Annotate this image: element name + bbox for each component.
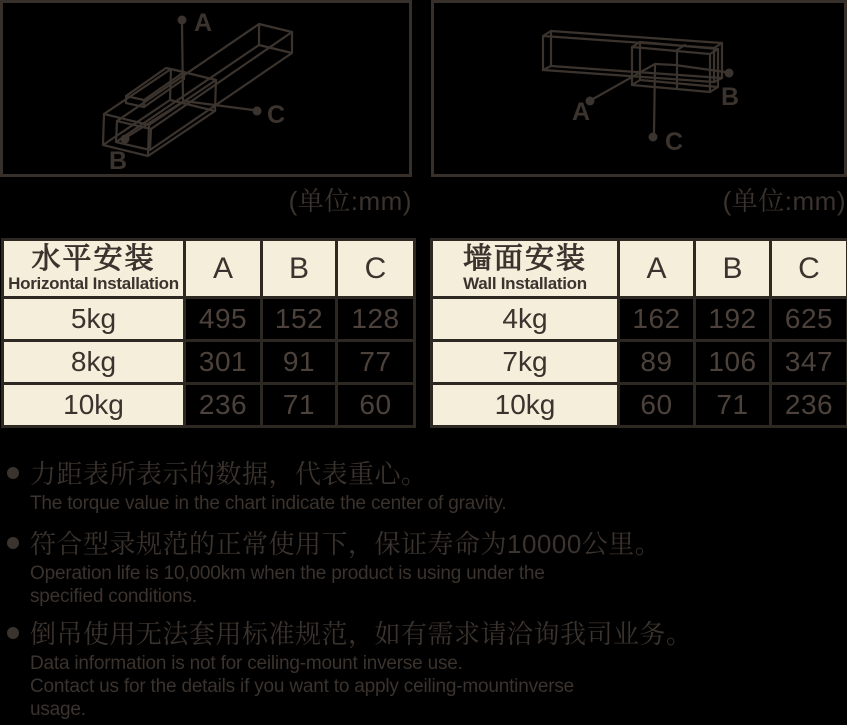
cell-a: 495: [185, 298, 262, 341]
table-title: 水平安装: [31, 243, 156, 275]
column-header-a: A: [185, 240, 262, 298]
column-header-b: B: [262, 240, 337, 298]
note-en-line: The torque value in the chart indicate the center of gravity.: [30, 493, 507, 514]
point-c-dot: [253, 107, 262, 116]
cell-c: 625: [771, 298, 847, 341]
note-item: [0, 618, 693, 721]
cell-load: 10kg: [432, 384, 619, 427]
point-label-a: A: [572, 98, 591, 126]
cell-c: 60: [337, 384, 415, 427]
cell-a: 89: [619, 341, 695, 384]
bullet-icon: [7, 627, 19, 639]
cell-b: 71: [262, 384, 337, 427]
table-header-row: [3, 240, 415, 298]
cell-a: 236: [185, 384, 262, 427]
note-en-line: specified conditions.: [30, 586, 197, 607]
table-header-row: [432, 240, 847, 298]
point-label-c: C: [267, 101, 286, 129]
cell-load: 10kg: [3, 384, 185, 427]
cell-a: 162: [619, 298, 695, 341]
cell-b: 106: [695, 341, 771, 384]
cell-c: 128: [337, 298, 415, 341]
note-en-line: Data information is not for ceiling-mount inverse use.: [30, 653, 463, 674]
table-row: [3, 341, 415, 384]
horizontal-install-drawing-icon: [3, 3, 409, 174]
point-label-a: A: [194, 9, 213, 37]
wall-install-table: [430, 238, 847, 428]
cell-c: 236: [771, 384, 847, 427]
table-title-cell: [3, 240, 185, 298]
horizontal-install-table: [1, 238, 416, 428]
cell-b: 152: [262, 298, 337, 341]
cell-c: 347: [771, 341, 847, 384]
table-title-cell: [432, 240, 619, 298]
point-label-c: C: [665, 128, 684, 156]
table-title: 墙面安装: [462, 243, 587, 275]
point-c-dot: [649, 133, 658, 142]
table-row: [432, 298, 847, 341]
column-header-c: C: [771, 240, 847, 298]
cell-b: 192: [695, 298, 771, 341]
bullet-icon: [7, 467, 19, 479]
note-zh: 倒吊使用无法套用标准规范，如有需求请洽询我司业务。: [30, 619, 693, 649]
note-zh: 力距表所表示的数据，代表重心。: [30, 459, 428, 489]
note-en-line: Operation life is 10,000km when the product is using under the: [30, 563, 545, 584]
note-zh: 符合型录规范的正常使用下，保证寿命为10000公里。: [30, 529, 662, 559]
cell-load: 4kg: [432, 298, 619, 341]
point-label-b: B: [109, 147, 128, 174]
table-row: [3, 384, 415, 427]
table-subtitle: Wall Installation: [463, 274, 587, 293]
note-en-line: usage.: [30, 699, 86, 720]
column-header-c: C: [337, 240, 415, 298]
diagram-panel-wall: [431, 0, 847, 177]
cell-b: 91: [262, 341, 337, 384]
cell-b: 71: [695, 384, 771, 427]
unit-label-left: (单位:mm): [288, 186, 412, 216]
table-row: [432, 341, 847, 384]
point-a-dot: [178, 16, 187, 25]
cell-c: 77: [337, 341, 415, 384]
cell-a: 60: [619, 384, 695, 427]
unit-label-right: (单位:mm): [722, 186, 846, 216]
diagram-panel-horizontal: [0, 0, 412, 177]
wall-install-drawing-icon: [434, 3, 844, 174]
cell-load: 5kg: [3, 298, 185, 341]
cell-a: 301: [185, 341, 262, 384]
point-label-b: B: [721, 83, 740, 111]
cell-load: 8kg: [3, 341, 185, 384]
note-item: [0, 458, 506, 515]
bullet-icon: [7, 537, 19, 549]
table-subtitle: Horizontal Installation: [8, 274, 179, 293]
point-b-dot: [121, 135, 130, 144]
table-row: [3, 298, 415, 341]
point-b-dot: [725, 69, 734, 78]
note-en-line: Contact us for the details if you want to apply ceiling-mountinverse: [30, 676, 575, 697]
note-item: [0, 528, 661, 608]
cell-load: 7kg: [432, 341, 619, 384]
column-header-b: B: [695, 240, 771, 298]
table-row: [432, 384, 847, 427]
column-header-a: A: [619, 240, 695, 298]
